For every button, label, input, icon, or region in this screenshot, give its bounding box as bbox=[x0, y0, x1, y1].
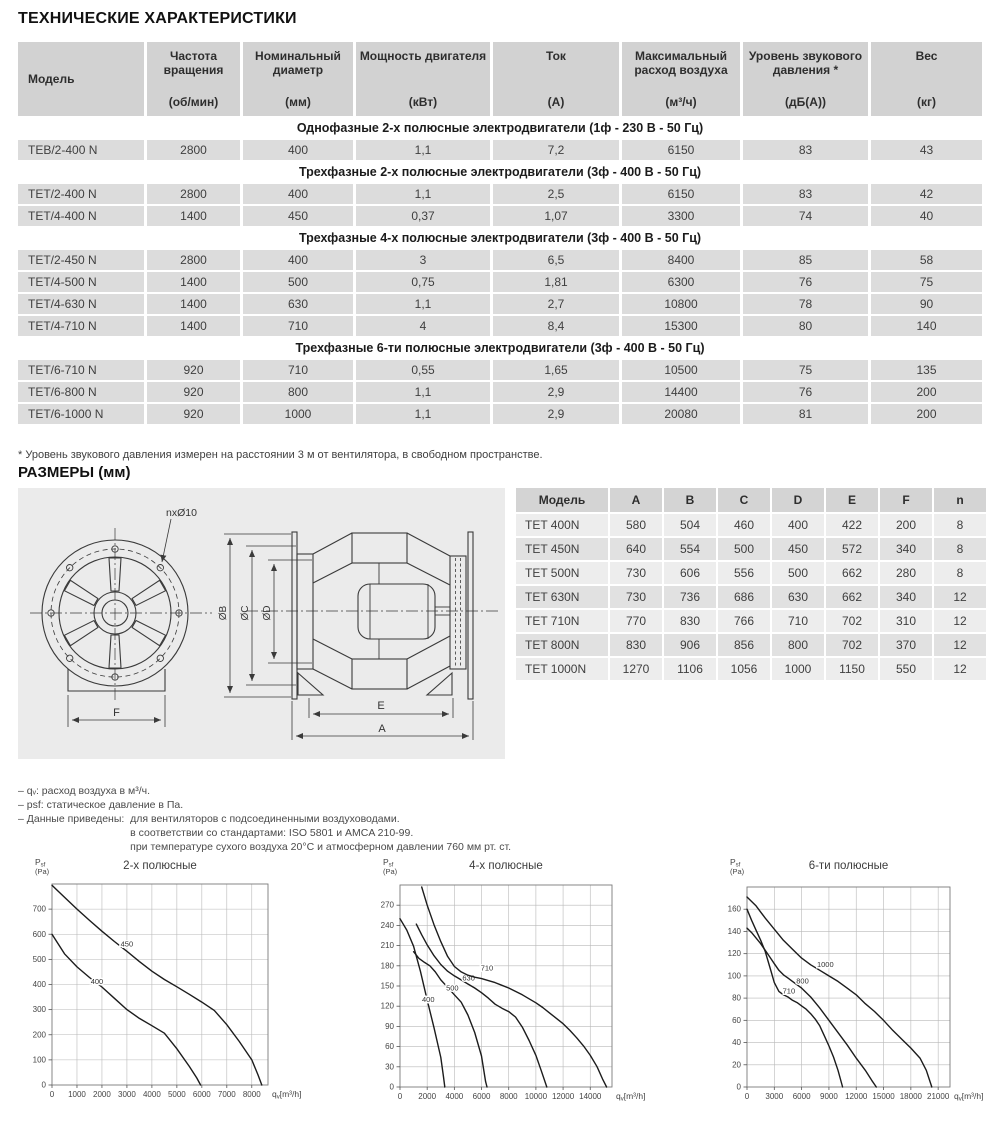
column-header: Вес (кг) bbox=[871, 42, 982, 116]
dim-value-cell: 710 bbox=[772, 610, 824, 632]
x-tick-label: 0 bbox=[744, 1092, 750, 1101]
dim-value-cell: 830 bbox=[610, 634, 662, 656]
dim-value-cell: 400 bbox=[772, 514, 824, 536]
curve-label: 1000 bbox=[816, 960, 834, 969]
dim-model-cell: TET 710N bbox=[516, 610, 608, 632]
note-data-line: при температуре сухого воздуха 20°С и атмосферном давлении 760 мм рт. ст. bbox=[130, 841, 512, 853]
y-tick-label: 60 bbox=[732, 1015, 741, 1025]
dim-value-cell: 422 bbox=[826, 514, 878, 536]
dim-value-cell: 702 bbox=[826, 610, 878, 632]
dim-value-cell: 906 bbox=[664, 634, 716, 656]
model-cell: TET/6-710 N bbox=[18, 360, 144, 380]
model-cell: TET/2-450 N bbox=[18, 250, 144, 270]
value-cell: 1,1 bbox=[356, 140, 490, 160]
x-tick-label: 4000 bbox=[142, 1090, 161, 1099]
value-cell: 135 bbox=[871, 360, 982, 380]
model-cell: TET/6-800 N bbox=[18, 382, 144, 402]
dim-model-cell: TET 1000N bbox=[516, 658, 608, 680]
value-cell: 76 bbox=[743, 382, 868, 402]
value-cell: 83 bbox=[743, 140, 868, 160]
curve-label: 710 bbox=[480, 963, 494, 973]
value-cell: 4 bbox=[356, 316, 490, 336]
note-qv: – qᵥ: расход воздуха в м³/ч. bbox=[18, 785, 151, 797]
column-header: Уровень звукового давления * (дБ(А)) bbox=[743, 42, 868, 116]
dim-value-cell: 504 bbox=[664, 514, 716, 536]
curve-450 bbox=[52, 885, 262, 1085]
y-tick-label: 20 bbox=[732, 1060, 741, 1070]
value-cell: 2800 bbox=[147, 140, 240, 160]
x-tick-label: 10000 bbox=[524, 1092, 548, 1101]
y-tick-label: 140 bbox=[727, 926, 741, 936]
dimensions-title: РАЗМЕРЫ (мм) bbox=[18, 464, 131, 481]
dim-value-cell: 662 bbox=[826, 562, 878, 584]
value-cell: 920 bbox=[147, 382, 240, 402]
value-cell: 75 bbox=[743, 360, 868, 380]
y-axis-unit: (Pa) bbox=[383, 867, 398, 876]
y-tick-label: 30 bbox=[385, 1062, 394, 1072]
curve-label: 450 bbox=[120, 939, 134, 949]
x-tick-label: 6000 bbox=[192, 1090, 211, 1099]
curve-800 bbox=[747, 928, 876, 1087]
x-tick-label: 12000 bbox=[845, 1092, 868, 1101]
value-cell: 2800 bbox=[147, 250, 240, 270]
y-tick-label: 210 bbox=[380, 941, 394, 951]
note-data-line: в соответствии со стандартами: ISO 5801 и AMCA 210-99. bbox=[130, 827, 414, 839]
x-axis-label: qv[m³/h] bbox=[272, 1089, 302, 1101]
model-cell: TET/4-710 N bbox=[18, 316, 144, 336]
model-cell: TET/6-1000 N bbox=[18, 404, 144, 424]
section-row: Однофазные 2-х полюсные электродвигатели (1ф - 230 В - 50 Гц) bbox=[18, 118, 982, 138]
dim-value-cell: 556 bbox=[718, 562, 770, 584]
dim-column-header: D bbox=[772, 488, 824, 512]
dim-value-cell: 8 bbox=[934, 562, 986, 584]
dim-a-label: A bbox=[378, 723, 386, 735]
value-cell: 1,07 bbox=[493, 206, 619, 226]
dim-column-header: E bbox=[826, 488, 878, 512]
y-tick-label: 240 bbox=[380, 920, 394, 930]
y-tick-label: 80 bbox=[732, 993, 741, 1003]
y-tick-label: 120 bbox=[380, 1001, 394, 1011]
x-tick-label: 18000 bbox=[899, 1092, 922, 1101]
x-axis-label: qv[m³/h] bbox=[954, 1091, 984, 1103]
page-title: ТЕХНИЧЕСКИЕ ХАРАКТЕРИСТИКИ bbox=[18, 10, 297, 27]
y-tick-label: 90 bbox=[385, 1021, 394, 1031]
x-tick-label: 3000 bbox=[765, 1092, 784, 1101]
value-cell: 85 bbox=[743, 250, 868, 270]
value-cell: 800 bbox=[243, 382, 353, 402]
chart-4-pole bbox=[358, 855, 688, 1126]
dim-value-cell: 702 bbox=[826, 634, 878, 656]
model-cell: TET/4-500 N bbox=[18, 272, 144, 292]
dim-value-cell: 12 bbox=[934, 634, 986, 656]
dim-value-cell: 1056 bbox=[718, 658, 770, 680]
y-tick-label: 600 bbox=[32, 929, 46, 939]
x-tick-label: 12000 bbox=[551, 1092, 575, 1101]
value-cell: 400 bbox=[243, 140, 353, 160]
dim-value-cell: 830 bbox=[664, 610, 716, 632]
dimension-drawing bbox=[18, 488, 505, 759]
chart-title: 4-х полюсные bbox=[469, 860, 543, 872]
dim-value-cell: 736 bbox=[664, 586, 716, 608]
x-axis-label: qv[m³/h] bbox=[616, 1091, 646, 1103]
curve-1000 bbox=[747, 897, 932, 1087]
dim-value-cell: 770 bbox=[610, 610, 662, 632]
value-cell: 10500 bbox=[622, 360, 740, 380]
dim-value-cell: 12 bbox=[934, 658, 986, 680]
column-header: Максимальный расход воздуха (м³/ч) bbox=[622, 42, 740, 116]
dim-b-label: ØB bbox=[218, 605, 229, 621]
value-cell: 1,1 bbox=[356, 184, 490, 204]
x-tick-label: 0 bbox=[397, 1092, 403, 1101]
value-cell: 58 bbox=[871, 250, 982, 270]
value-cell: 1000 bbox=[243, 404, 353, 424]
dimensions-table bbox=[516, 488, 986, 680]
value-cell: 200 bbox=[871, 382, 982, 402]
chart-svg bbox=[358, 855, 688, 1123]
dim-value-cell: 856 bbox=[718, 634, 770, 656]
value-cell: 140 bbox=[871, 316, 982, 336]
model-cell: TET/4-400 N bbox=[18, 206, 144, 226]
notes-block bbox=[18, 784, 511, 854]
x-tick-label: 2000 bbox=[418, 1092, 437, 1101]
dim-value-cell: 730 bbox=[610, 562, 662, 584]
dim-d-label: ØD bbox=[262, 605, 273, 621]
value-cell: 78 bbox=[743, 294, 868, 314]
dim-value-cell: 370 bbox=[880, 634, 932, 656]
value-cell: 6150 bbox=[622, 184, 740, 204]
y-tick-label: 120 bbox=[727, 949, 741, 959]
x-tick-label: 9000 bbox=[820, 1092, 838, 1101]
dim-column-header: n bbox=[934, 488, 986, 512]
dim-model-cell: TET 800N bbox=[516, 634, 608, 656]
value-cell: 6,5 bbox=[493, 250, 619, 270]
note-psf: – psf: статическое давление в Па. bbox=[18, 799, 184, 811]
y-tick-label: 0 bbox=[389, 1082, 394, 1092]
value-cell: 1,1 bbox=[356, 382, 490, 402]
dim-column-header: Модель bbox=[516, 488, 608, 512]
x-tick-label: 14000 bbox=[579, 1092, 602, 1101]
value-cell: 1400 bbox=[147, 294, 240, 314]
value-cell: 90 bbox=[871, 294, 982, 314]
value-cell: 630 bbox=[243, 294, 353, 314]
dim-value-cell: 500 bbox=[772, 562, 824, 584]
dim-value-cell: 686 bbox=[718, 586, 770, 608]
x-tick-label: 21000 bbox=[927, 1092, 950, 1101]
value-cell: 83 bbox=[743, 184, 868, 204]
y-axis-label: Psf bbox=[730, 857, 741, 869]
value-cell: 75 bbox=[871, 272, 982, 292]
chart-svg bbox=[700, 855, 1000, 1123]
value-cell: 2,9 bbox=[493, 382, 619, 402]
value-cell: 20080 bbox=[622, 404, 740, 424]
dim-value-cell: 550 bbox=[880, 658, 932, 680]
y-tick-label: 100 bbox=[32, 1055, 46, 1065]
value-cell: 14400 bbox=[622, 382, 740, 402]
dim-value-cell: 450 bbox=[772, 538, 824, 560]
value-cell: 1,1 bbox=[356, 404, 490, 424]
value-cell: 76 bbox=[743, 272, 868, 292]
curve-label: 400 bbox=[90, 976, 104, 986]
value-cell: 3 bbox=[356, 250, 490, 270]
dim-value-cell: 280 bbox=[880, 562, 932, 584]
y-tick-label: 160 bbox=[727, 904, 741, 914]
value-cell: 2800 bbox=[147, 184, 240, 204]
dim-value-cell: 1150 bbox=[826, 658, 878, 680]
fan-drawing-svg bbox=[18, 488, 505, 759]
y-tick-label: 100 bbox=[727, 971, 741, 981]
value-cell: 500 bbox=[243, 272, 353, 292]
dim-value-cell: 460 bbox=[718, 514, 770, 536]
value-cell: 3300 bbox=[622, 206, 740, 226]
value-cell: 6150 bbox=[622, 140, 740, 160]
dim-model-cell: TET 400N bbox=[516, 514, 608, 536]
value-cell: 200 bbox=[871, 404, 982, 424]
dim-value-cell: 310 bbox=[880, 610, 932, 632]
dim-column-header: F bbox=[880, 488, 932, 512]
dim-model-cell: TET 630N bbox=[516, 586, 608, 608]
note-data bbox=[18, 812, 511, 854]
x-tick-label: 8000 bbox=[242, 1090, 261, 1099]
dim-column-header: A bbox=[610, 488, 662, 512]
dim-value-cell: 500 bbox=[718, 538, 770, 560]
dim-value-cell: 200 bbox=[880, 514, 932, 536]
x-tick-label: 15000 bbox=[872, 1092, 895, 1101]
x-tick-label: 0 bbox=[49, 1090, 55, 1099]
dim-c-label: ØC bbox=[240, 605, 251, 621]
value-cell: 710 bbox=[243, 360, 353, 380]
y-axis-label: Psf bbox=[35, 857, 46, 869]
x-tick-label: 8000 bbox=[499, 1092, 518, 1101]
value-cell: 1400 bbox=[147, 316, 240, 336]
dim-value-cell: 8 bbox=[934, 538, 986, 560]
dim-e-label: E bbox=[377, 700, 385, 712]
value-cell: 1400 bbox=[147, 272, 240, 292]
y-tick-label: 200 bbox=[32, 1030, 46, 1040]
holes-label: nxØ10 bbox=[166, 507, 197, 519]
value-cell: 40 bbox=[871, 206, 982, 226]
x-tick-label: 6000 bbox=[472, 1092, 491, 1101]
value-cell: 400 bbox=[243, 250, 353, 270]
value-cell: 0,55 bbox=[356, 360, 490, 380]
dim-model-cell: TET 500N bbox=[516, 562, 608, 584]
value-cell: 920 bbox=[147, 404, 240, 424]
dim-value-cell: 1270 bbox=[610, 658, 662, 680]
x-tick-label: 6000 bbox=[792, 1092, 811, 1101]
section-row: Трехфазные 6-ти полюсные электродвигатели (3ф - 400 В - 50 Гц) bbox=[18, 338, 982, 358]
value-cell: 1,81 bbox=[493, 272, 619, 292]
value-cell: 43 bbox=[871, 140, 982, 160]
y-tick-label: 40 bbox=[732, 1038, 741, 1048]
y-axis-label: Psf bbox=[383, 857, 394, 869]
model-cell: TEB/2-400 N bbox=[18, 140, 144, 160]
dim-value-cell: 1000 bbox=[772, 658, 824, 680]
dim-value-cell: 12 bbox=[934, 586, 986, 608]
chart-title: 2-х полюсные bbox=[123, 860, 197, 872]
value-cell: 2,7 bbox=[493, 294, 619, 314]
chart-2-pole bbox=[20, 855, 355, 1126]
curve-label: 400 bbox=[422, 995, 435, 1005]
note-data-line: для вентиляторов с подсоединенными воздуховодами. bbox=[130, 813, 400, 825]
model-cell: TET/2-400 N bbox=[18, 184, 144, 204]
note-data-label: – Данные приведены: bbox=[18, 813, 131, 825]
dim-value-cell: 580 bbox=[610, 514, 662, 536]
dim-value-cell: 662 bbox=[826, 586, 878, 608]
value-cell: 74 bbox=[743, 206, 868, 226]
y-tick-label: 0 bbox=[41, 1080, 46, 1090]
x-tick-label: 5000 bbox=[167, 1090, 186, 1099]
dim-column-header: B bbox=[664, 488, 716, 512]
y-tick-label: 0 bbox=[736, 1082, 741, 1092]
dim-value-cell: 554 bbox=[664, 538, 716, 560]
y-tick-label: 700 bbox=[32, 904, 46, 914]
column-header: Модель bbox=[18, 42, 144, 116]
x-tick-label: 7000 bbox=[217, 1090, 236, 1099]
footnote: * Уровень звукового давления измерен на расстоянии 3 м от вентилятора, в свободном пространстве. bbox=[18, 449, 543, 461]
section-row: Трехфазные 2-х полюсные электродвигатели (3ф - 400 В - 50 Гц) bbox=[18, 162, 982, 182]
value-cell: 0,75 bbox=[356, 272, 490, 292]
y-tick-label: 150 bbox=[380, 981, 394, 991]
value-cell: 710 bbox=[243, 316, 353, 336]
dim-column-header: C bbox=[718, 488, 770, 512]
curve-label: 500 bbox=[446, 983, 459, 993]
y-tick-label: 270 bbox=[380, 900, 394, 910]
dim-value-cell: 800 bbox=[772, 634, 824, 656]
chart-6-pole bbox=[700, 855, 1000, 1126]
curve-label: 710 bbox=[782, 986, 796, 996]
dim-model-cell: TET 450N bbox=[516, 538, 608, 560]
support-foot-left bbox=[298, 673, 323, 695]
value-cell: 1,65 bbox=[493, 360, 619, 380]
y-tick-label: 400 bbox=[32, 980, 46, 989]
y-tick-label: 180 bbox=[380, 961, 394, 971]
column-header: Частота вращения (об/мин) bbox=[147, 42, 240, 116]
value-cell: 400 bbox=[243, 184, 353, 204]
dim-value-cell: 630 bbox=[772, 586, 824, 608]
dim-value-cell: 572 bbox=[826, 538, 878, 560]
y-tick-label: 60 bbox=[385, 1042, 394, 1052]
dim-value-cell: 640 bbox=[610, 538, 662, 560]
value-cell: 6300 bbox=[622, 272, 740, 292]
column-header: Номинальный диаметр (мм) bbox=[243, 42, 353, 116]
value-cell: 920 bbox=[147, 360, 240, 380]
value-cell: 1,1 bbox=[356, 294, 490, 314]
value-cell: 8400 bbox=[622, 250, 740, 270]
value-cell: 15300 bbox=[622, 316, 740, 336]
model-cell: TET/4-630 N bbox=[18, 294, 144, 314]
value-cell: 2,9 bbox=[493, 404, 619, 424]
x-tick-label: 1000 bbox=[68, 1090, 86, 1099]
value-cell: 10800 bbox=[622, 294, 740, 314]
x-tick-label: 4000 bbox=[445, 1092, 464, 1101]
chart-svg bbox=[20, 855, 355, 1123]
value-cell: 1400 bbox=[147, 206, 240, 226]
dim-f-label: F bbox=[113, 707, 120, 719]
dim-value-cell: 606 bbox=[664, 562, 716, 584]
y-tick-label: 300 bbox=[32, 1005, 46, 1015]
dim-value-cell: 8 bbox=[934, 514, 986, 536]
curve-label: 630 bbox=[462, 973, 475, 983]
chart-title: 6-ти полюсные bbox=[808, 860, 889, 872]
value-cell: 450 bbox=[243, 206, 353, 226]
value-cell: 81 bbox=[743, 404, 868, 424]
value-cell: 42 bbox=[871, 184, 982, 204]
section-row: Трехфазные 4-х полюсные электродвигатели (3ф - 400 В - 50 Гц) bbox=[18, 228, 982, 248]
spec-table bbox=[18, 42, 982, 424]
curve-label: 800 bbox=[796, 976, 809, 986]
value-cell: 0,37 bbox=[356, 206, 490, 226]
value-cell: 80 bbox=[743, 316, 868, 336]
dim-value-cell: 766 bbox=[718, 610, 770, 632]
value-cell: 7,2 bbox=[493, 140, 619, 160]
dim-value-cell: 12 bbox=[934, 610, 986, 632]
column-header: Мощность двигателя (кВт) bbox=[356, 42, 490, 116]
y-axis-unit: (Pa) bbox=[35, 867, 50, 876]
x-tick-label: 3000 bbox=[118, 1090, 136, 1099]
dim-value-cell: 730 bbox=[610, 586, 662, 608]
x-tick-label: 2000 bbox=[93, 1090, 111, 1099]
dim-value-cell: 1106 bbox=[664, 658, 716, 680]
value-cell: 8,4 bbox=[493, 316, 619, 336]
value-cell: 2,5 bbox=[493, 184, 619, 204]
dim-value-cell: 340 bbox=[880, 586, 932, 608]
y-tick-label: 500 bbox=[32, 954, 46, 964]
column-header: Ток (А) bbox=[493, 42, 619, 116]
dim-value-cell: 340 bbox=[880, 538, 932, 560]
y-axis-unit: (Pa) bbox=[730, 867, 745, 876]
